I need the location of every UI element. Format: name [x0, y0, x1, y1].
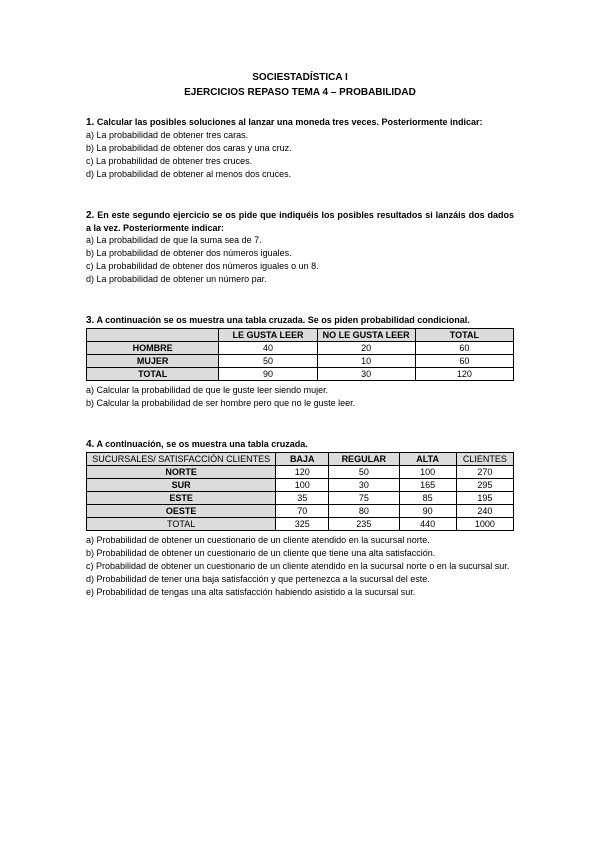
table-cell: 35 [276, 492, 329, 505]
table-header-cell: ALTA [399, 453, 456, 466]
table-cell: 60 [415, 342, 513, 355]
table-cell: 10 [317, 355, 415, 368]
table-row-label: TOTAL [87, 368, 219, 381]
exercise-2-text: En este segundo ejercicio se os pide que indiquéis los posibles resultados si lanzáis dos dados a la vez. Posteriormente indicar: [86, 210, 514, 233]
exercise-3-number: 3. [86, 315, 95, 326]
document-title: EJERCICIOS REPASO TEMA 4 – PROBABILIDAD [184, 87, 416, 98]
table-cell: 20 [317, 342, 415, 355]
table-cell: 60 [415, 355, 513, 368]
table-cell: 270 [456, 466, 513, 479]
exercise-2-option-c: c) La probabilidad de obtener dos números iguales o un 8. [86, 261, 319, 271]
table-cell: 295 [456, 479, 513, 492]
table-header-cell: NO LE GUSTA LEER [317, 329, 415, 342]
table-cell: 120 [415, 368, 513, 381]
exercise-2-option-b: b) La probabilidad de obtener dos números iguales. [86, 248, 292, 258]
table-cell: 165 [399, 479, 456, 492]
table-cell: 235 [329, 518, 399, 531]
table-cell: 80 [329, 505, 399, 518]
table-row [87, 368, 514, 381]
exercise-3 [86, 314, 514, 410]
table-cell: 90 [219, 368, 317, 381]
document-page [86, 70, 514, 599]
exercise-1-option-a: a) La probabilidad de obtener tres caras. [86, 130, 249, 140]
table-header-cell: REGULAR [329, 453, 399, 466]
table-row [87, 505, 514, 518]
table-row-label: HOMBRE [87, 342, 219, 355]
course-title: SOCIESTADÍSTICA I [252, 72, 348, 83]
exercise-1-text: Calcular las posibles soluciones al lanzar una moneda tres veces. Posteriormente indicar: [96, 117, 483, 127]
exercise-3-text: A continuación se os muestra una tabla cruzada. Se os piden probabilidad condicional. [96, 315, 470, 325]
table-cell: 50 [219, 355, 317, 368]
table-cell: 440 [399, 518, 456, 531]
branch-satisfaction-crosstab [86, 452, 514, 531]
exercise-1-option-b: b) La probabilidad de obtener dos caras y una cruz. [86, 143, 292, 153]
exercise-2-number: 2. [86, 210, 95, 221]
table-row [87, 355, 514, 368]
table-row [87, 342, 514, 355]
exercise-4-option-d: d) Probabilidad de tener una baja satisfacción y que pertenezca a la sucursal del este. [86, 574, 430, 584]
table-header-cell [87, 329, 219, 342]
exercise-2 [86, 209, 514, 286]
table-header-cell: TOTAL [415, 329, 513, 342]
table-cell: 30 [317, 368, 415, 381]
exercise-4 [86, 438, 514, 599]
table-cell: 240 [456, 505, 513, 518]
exercise-4-option-a: a) Probabilidad de obtener un cuestionario de un cliente atendido en la sucursal norte. [86, 535, 430, 545]
exercise-1 [86, 116, 514, 181]
table-row-label: NORTE [87, 466, 276, 479]
exercise-3-option-a: a) Calcular la probabilidad de que le guste leer siendo mujer. [86, 385, 329, 395]
table-cell: 1000 [456, 518, 513, 531]
exercise-1-statement [86, 116, 514, 129]
table-header-cell: BAJA [276, 453, 329, 466]
table-cell: 100 [276, 479, 329, 492]
table-cell: 30 [329, 479, 399, 492]
exercise-2-option-d: d) La probabilidad de obtener un número par. [86, 274, 267, 284]
table-row [87, 479, 514, 492]
table-row-label: TOTAL [87, 518, 276, 531]
exercise-4-option-e: e) Probabilidad de tengas una alta satisfacción habiendo asistido a la sucursal sur. [86, 587, 416, 597]
table-row [87, 466, 514, 479]
exercise-4-statement [86, 438, 514, 451]
table-cell: 90 [399, 505, 456, 518]
table-header-row [87, 453, 514, 466]
table-row [87, 518, 514, 531]
table-row-label: OESTE [87, 505, 276, 518]
table-row [87, 492, 514, 505]
table-cell: 40 [219, 342, 317, 355]
table-row-label: MUJER [87, 355, 219, 368]
table-cell: 50 [329, 466, 399, 479]
table-header-cell: CLIENTES [456, 453, 513, 466]
table-cell: 70 [276, 505, 329, 518]
table-cell: 75 [329, 492, 399, 505]
exercise-1-option-c: c) La probabilidad de obtener tres cruces. [86, 156, 253, 166]
exercise-4-text: A continuación, se os muestra una tabla cruzada. [96, 439, 308, 449]
exercise-1-number: 1. [86, 117, 95, 128]
exercise-4-option-b: b) Probabilidad de obtener un cuestionario de un cliente que tiene una alta satisfacción. [86, 548, 436, 558]
table-row-label: SUR [87, 479, 276, 492]
reading-crosstab [86, 328, 514, 381]
exercise-1-option-d: d) La probabilidad de obtener al menos dos cruces. [86, 169, 292, 179]
exercise-3-option-b: b) Calcular la probabilidad de ser hombre pero que no le guste leer. [86, 398, 356, 408]
exercise-2-statement [86, 209, 514, 234]
table-cell: 195 [456, 492, 513, 505]
table-cell: 85 [399, 492, 456, 505]
table-cell: 100 [399, 466, 456, 479]
table-cell: 325 [276, 518, 329, 531]
table-header-cell: SUCURSALES/ SATISFACCIÓN CLIENTES [87, 453, 276, 466]
exercise-4-option-c: c) Probabilidad de obtener un cuestionario de un cliente atendido en la sucursal norte o en la sucursal sur. [86, 561, 510, 571]
exercise-2-option-a: a) La probabilidad de que la suma sea de 7. [86, 235, 262, 245]
exercise-3-statement [86, 314, 514, 327]
table-row-label: ESTE [87, 492, 276, 505]
table-header-cell: LE GUSTA LEER [219, 329, 317, 342]
table-header-row [87, 329, 514, 342]
exercise-4-number: 4. [86, 439, 95, 450]
table-cell: 120 [276, 466, 329, 479]
